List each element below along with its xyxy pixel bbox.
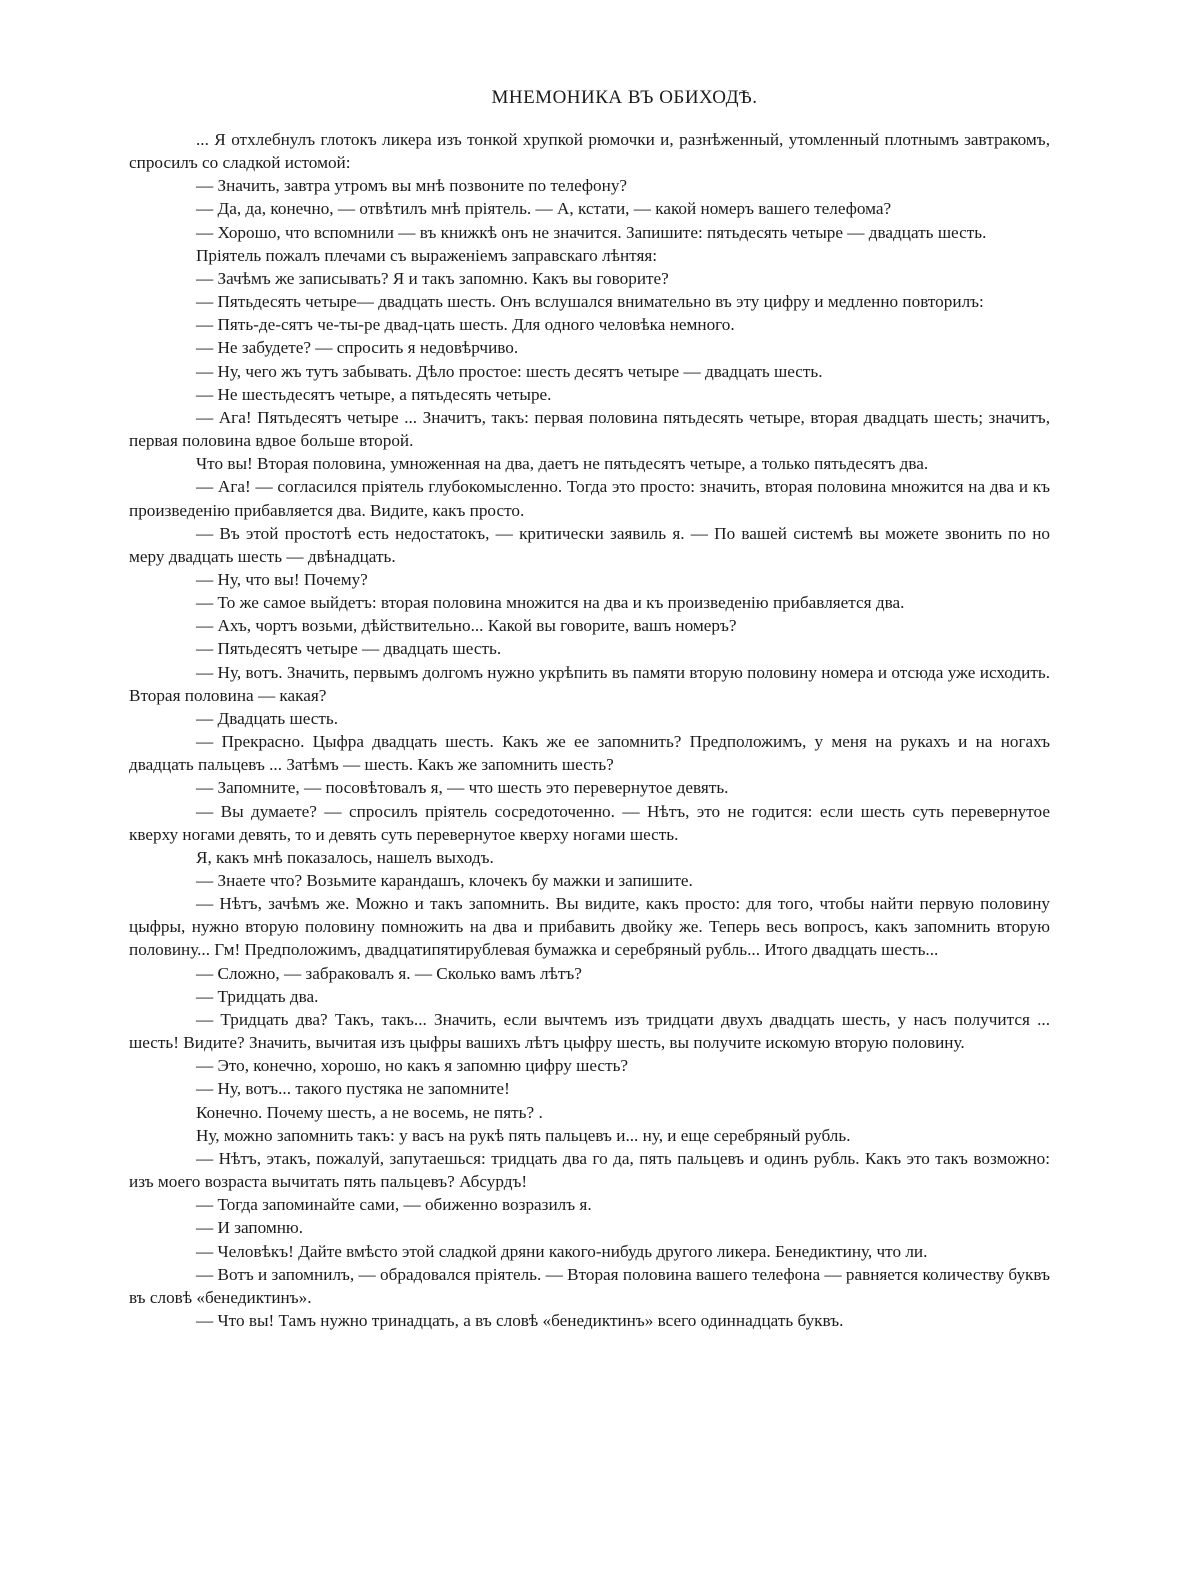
paragraph-20: — Ну, вотъ. Значить, первымъ долгомъ нужно укрѣпить въ памяти вторую половину номера и отсюда уже исходить. Вторая половина — какая? (129, 662, 1050, 705)
paragraph-9: — Не забудете? — спросить я недовѣрчиво. (196, 338, 519, 358)
paragraph-39: — Вотъ и запомнилъ, — обрадовался пріятель. — Вторая половина вашего телефона — равняется количеству буквъ въ словѣ «бенедиктинъ». (129, 1264, 1050, 1307)
paragraph-35: — Нѣтъ, этакъ, пожалуй, запутаешься: тридцать два го да, пять пальцевъ и одинъ рубль. Какъ это такъ возможно: изъ моего возраста вычитать пять пальцевъ? Абсурдъ! (129, 1148, 1050, 1192)
paragraph-31: — Это, конечно, хорошо, но какъ я запомню цифру шесть? (196, 1056, 629, 1076)
paragraph-2: — Значить, завтра утромъ вы мнѣ позвоните по телефону? (196, 176, 628, 196)
paragraph-4: — Хорошо, что вспомнили — въ книжкѣ онъ не значится. Запишите: пятьдесять четыре — двадцать шесть. (196, 222, 987, 242)
paragraph-16: — Ну, что вы! Почему? (196, 569, 368, 589)
paragraph-18: — Ахъ, чортъ возьми, дѣйствительно... Какой вы говорите, вашъ номеръ? (196, 616, 737, 636)
paragraph-1: ... Я отхлебнулъ глотокъ ликера изъ тонкой хрупкой рюмочки и, разнѣженный, утомленный плотнымъ завтракомъ, спросилъ со сладкой истомой: (129, 130, 1050, 173)
paragraph-37: — И запомню. (196, 1218, 304, 1238)
paragraph-28: — Сложно, — забраковалъ я. — Сколько вамъ лѣтъ? (196, 963, 582, 983)
paragraph-40: — Что вы! Тамъ нужно тринадцать, а въ словѣ «бенедиктинъ» всего одиннадцать буквъ. (196, 1310, 844, 1330)
paragraph-7: — Пятьдесять четыре— двадцать шесть. Онъ вслушался внимательно въ эту цифру и медленно повторилъ: (196, 292, 984, 312)
paragraph-27: — Нѣтъ, зачѣмъ же. Можно и такъ запомнить. Вы видите, какъ просто: для того, чтобы найти первую половину цыфры, нужно вторую половину помножить на два и прибавить двойку же. Теперь весь вопросъ, какъ запомнить вторую половину... Гм! Предположимъ, двадцатипятирублевая бумажка и серебряный рубль... Итого двадцать шесть... (129, 894, 1050, 960)
paragraph-6: — Зачѣмъ же записывать? Я и такъ запомню. Какъ вы говорите? (196, 268, 669, 288)
paragraph-29: — Тридцать два. (196, 986, 319, 1006)
paragraph-11: — Не шестьдесятъ четыре, а пятьдесять четыре. (196, 384, 552, 404)
paragraph-30: — Тридцать два? Такъ, такъ... Значить, если вычтемъ изъ тридцати двухъ двадцать шесть, у насъ получится ... шесть! Видите? Значить, вычитая изъ цыфры вашихъ лѣтъ цыфру шесть, вы получите искомую вторую половину. (129, 1009, 1050, 1053)
paragraph-33: Конечно. Почему шесть, а не восемь, не пять? . (196, 1102, 543, 1122)
paragraph-3: — Да, да, конечно, — отвѣтилъ мнѣ пріятель. — А, кстати, — какой номеръ вашего телефома? (196, 199, 892, 219)
document-body (129, 128, 1050, 1332)
paragraph-5: Пріятель пожалъ плечами съ выраженіемъ заправскаго лѣнтяя: (196, 245, 658, 265)
paragraph-32: — Ну, вотъ... такого пустяка не запомните! (196, 1079, 510, 1099)
paragraph-26: — Знаете что? Возьмите карандашъ, клочекъ бу мажки и запишите. (196, 871, 693, 890)
paragraph-14: — Ага! — согласился пріятель глубокомысленно. Тогда это просто: значить, вторая половина множится на два и къ произведенію прибавляется два. Видите, какъ просто. (129, 477, 1050, 520)
paragraph-15: — Въ этой простотѣ есть недостатокъ, — критически заявиль я. — По вашей системѣ вы можете звонить по но меру двадцать шесть — двѣнадцать. (129, 523, 1050, 566)
paragraph-24: — Вы думаете? — спросилъ пріятель сосредоточенно. — Нѣтъ, это не годится: если шесть суть перевернутое кверху ногами девять, то и девять суть перевернутое кверху ногами шесть. (129, 801, 1050, 844)
paragraph-36: — Тогда запоминайте сами, — обиженно возразилъ я. (196, 1195, 592, 1215)
paragraph-8: — Пять-де-сятъ че-ты-ре двад-цать шесть. Для одного человѣка немного. (196, 315, 735, 335)
paragraph-34: Ну, можно запомнить такъ: у васъ на рукѣ пять пальцевъ и... ну, и еще серебряный рубль. (196, 1125, 851, 1145)
paragraph-12: — Ага! Пятьдесятъ четыре ... Значитъ, такъ: первая половина пятьдесять четыре, вторая двадцать шесть; значитъ, первая половина вдвое больше второй. (129, 407, 1050, 451)
paragraph-19: — Пятьдесятъ четыре — двадцать шесть. (196, 639, 502, 659)
paragraph-38: — Человѣкъ! Дайте вмѣсто этой сладкой дряни какого-нибудь другого ликера. Бенедиктину, что ли. (196, 1241, 928, 1261)
paragraph-22: — Прекрасно. Цыфра двадцать шесть. Какъ же ее запомнить? Предположимъ, у меня на рукахъ и на ногахъ двадцать пальцевъ ... Затѣмъ — шесть. Какъ же запомнить шесть? (129, 732, 1050, 775)
document-page (129, 84, 1050, 1564)
paragraph-25: Я, какъ мнѣ показалось, нашелъ выходъ. (196, 847, 494, 867)
paragraph-10: — Ну, чего жъ тутъ забывать. Дѣло простое: шесть десятъ четыре — двадцать шесть. (196, 361, 823, 381)
document-title: МНЕМОНИКА ВЪ ОБИХОДѢ. (491, 87, 758, 108)
paragraph-13: Что вы! Вторая половина, умноженная на два, даетъ не пятьдесятъ четыре, а только пятьдесятъ два. (196, 454, 929, 474)
paragraph-21: — Двадцать шесть. (196, 708, 339, 728)
paragraph-23: — Запомните, — посовѣтовалъ я, — что шесть это перевернутое девять. (196, 778, 729, 798)
paragraph-17: — То же самое выйдетъ: вторая половина множится на два и къ произведенію прибавляется два. (196, 593, 905, 613)
